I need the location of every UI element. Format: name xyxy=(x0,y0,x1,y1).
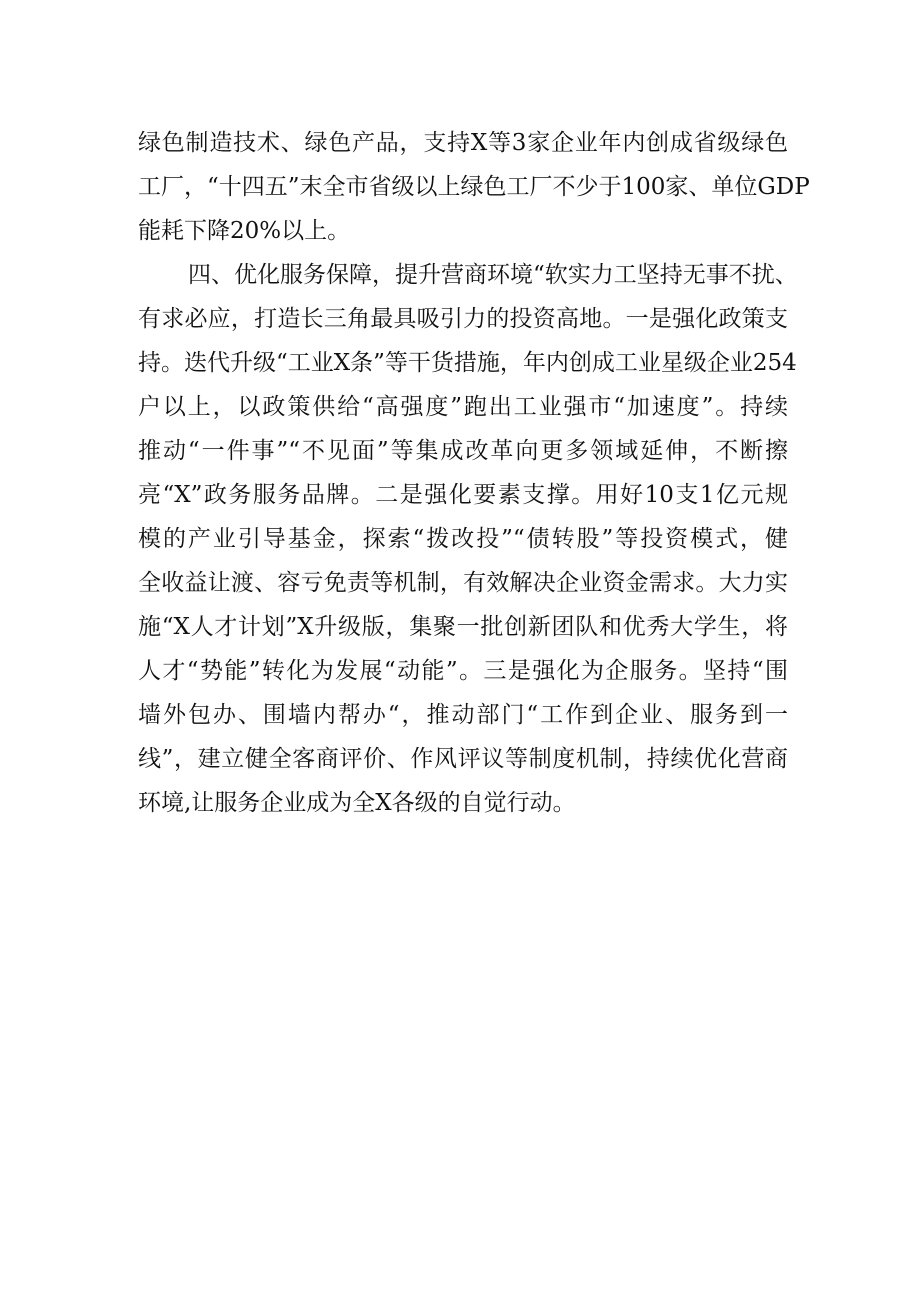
text-line: 墙外包办、围墙内帮办“，推动部门“工作到企业、服务到一 xyxy=(138,702,788,728)
text-line: 户以上，以政策供给“高强度”跑出工业强市“加速度”。持续 xyxy=(138,394,788,420)
text-line: 人才“势能”转化为发展“动能”。三是强化为企服务。坚持“围 xyxy=(138,658,788,684)
text-line: 工厂，“十四五”末全市省级以上绿色工厂不少于100家、单位GDP xyxy=(138,174,810,200)
text-line: 推动“一件事”“不见面”等集成改革向更多领域延伸，不断擦 xyxy=(138,438,788,464)
text-line: 模的产业引导基金，探索“拨改投”“债转股”等投资模式，健 xyxy=(138,526,788,552)
text-line: 全收益让渡、容亏免责等机制，有效解决企业资金需求。大力实 xyxy=(138,570,788,596)
text-line: 环境,让服务企业成为全X各级的自觉行动。 xyxy=(138,790,576,816)
text-line: 绿色制造技术、绿色产品，支持X等3家企业年内创成省级绿色 xyxy=(138,130,788,156)
paragraph-start-line: 四、优化服务保障，提升营商环境“软实力工坚持无事不扰、 xyxy=(188,262,798,288)
text-line: 亮“X”政务服务品牌。二是强化要素支撑。用好10支1亿元规 xyxy=(138,482,788,508)
text-line: 有求必应，打造长三角最具吸引力的投资高地。一是强化政策支 xyxy=(138,306,788,332)
text-line: 能耗下降20%以上。 xyxy=(138,218,351,244)
text-line: 线”，建立健全客商评价、作风评议等制度机制，持续优化营商 xyxy=(138,746,788,772)
text-line: 施“X人才计划”X升级版，集聚一批创新团队和优秀大学生，将 xyxy=(138,614,788,640)
text-line: 持。迭代升级“工业X条”等干货措施，年内创成工业星级企业254 xyxy=(138,350,797,376)
